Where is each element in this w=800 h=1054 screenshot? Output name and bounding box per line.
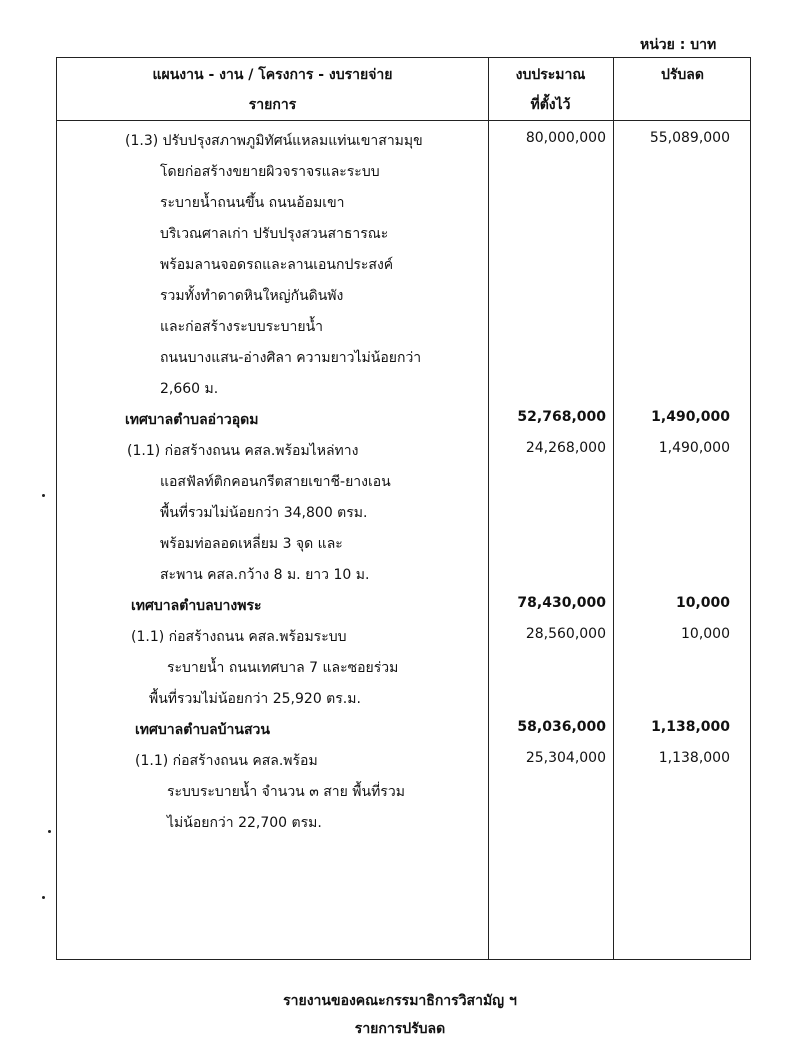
header-cut-title: ปรับลด (661, 67, 704, 83)
row-cut: 10,000 (675, 595, 730, 611)
row-item: ถนนบางแสน-อ่างศิลา ความยาวไม่น้อยกว่า (160, 350, 422, 366)
row-budget: 80,000,000 (525, 130, 606, 146)
row-item: ระบบระบายน้ำ จำนวน ๓ สาย พื้นที่รวม (167, 784, 405, 800)
header-plan-title: แผนงาน - งาน / โครงการ - งบรายจ่าย (152, 67, 393, 83)
row-item: แอสฟัลท์ติกคอนกรีตสายเขาชี-ยางเอน (160, 474, 391, 490)
row-cut: 1,138,000 (651, 719, 730, 735)
row-cut: 1,490,000 (651, 409, 730, 425)
row-cut: 1,490,000 (658, 440, 730, 456)
row-item: โดยก่อสร้างขยายผิวจราจรและระบบ (160, 164, 380, 180)
row-cut: 1,138,000 (658, 750, 730, 766)
row-item: สะพาน คสล.กว้าง 8 ม. ยาว 10 ม. (160, 567, 370, 583)
row-item: (1.1) ก่อสร้างถนน คสล.พร้อม (135, 753, 318, 769)
row-cut: 55,089,000 (649, 130, 730, 146)
column-divider (488, 58, 489, 959)
row-municipality: เทศบาลตำบลอ่าวอุดม (125, 412, 259, 428)
row-item: และก่อสร้างระบบระบายน้ำ (160, 319, 324, 335)
row-item: บริเวณศาลเก่า ปรับปรุงสวนสาธารณะ (160, 226, 389, 242)
row-item: ไม่น้อยกว่า 22,700 ตรม. (167, 815, 322, 831)
header-divider (57, 120, 750, 121)
row-item: ระบายน้ำถนนขึ้น ถนนอ้อมเขา (160, 195, 345, 211)
row-municipality: เทศบาลตำบลบ้านสวน (135, 722, 270, 738)
row-municipality: เทศบาลตำบลบางพระ (131, 598, 262, 614)
margin-mark (48, 830, 51, 833)
row-budget: 78,430,000 (517, 595, 606, 611)
row-item: พื้นที่รวมไม่น้อยกว่า 34,800 ตรม. (160, 505, 368, 521)
row-budget: 52,768,000 (517, 409, 606, 425)
row-item: พร้อมท่อลอดเหลี่ยม 3 จุด และ (160, 536, 343, 552)
row-item: (1.3) ปรับปรุงสภาพภูมิทัศน์แหลมแท่นเขาสามมุข (125, 133, 423, 149)
row-item: พร้อมลานจอดรถและลานเอนกประสงค์ (160, 257, 394, 273)
header-budget-subtitle: ที่ตั้งไว้ (530, 97, 571, 113)
header-item-title: รายการ (248, 97, 297, 113)
row-budget: 58,036,000 (517, 719, 606, 735)
row-budget: 24,268,000 (525, 440, 606, 456)
row-item: (1.1) ก่อสร้างถนน คสล.พร้อมไหล่ทาง (127, 443, 359, 459)
row-item: ระบายน้ำ ถนนเทศบาล 7 และซอยร่วม (167, 660, 399, 676)
column-divider (613, 58, 614, 959)
row-cut: 10,000 (681, 626, 730, 642)
budget-table (56, 57, 751, 960)
margin-mark (42, 494, 45, 497)
row-item: พื้นที่รวมไม่น้อยกว่า 25,920 ตร.ม. (149, 691, 361, 707)
header-budget-title: งบประมาณ (515, 67, 586, 83)
row-budget: 28,560,000 (525, 626, 606, 642)
row-item: รวมทั้งทำดาดหินใหญ่กันดินพัง (160, 288, 344, 304)
row-budget: 25,304,000 (525, 750, 606, 766)
footer-subtitle: รายการปรับลด (354, 1021, 446, 1037)
row-item: 2,660 ม. (160, 381, 219, 397)
row-item: (1.1) ก่อสร้างถนน คสล.พร้อมระบบ (131, 629, 347, 645)
unit-label: หน่วย : บาท (640, 37, 717, 53)
margin-mark (42, 896, 45, 899)
footer-report-title: รายงานของคณะกรรมาธิการวิสามัญ ฯ (283, 993, 517, 1009)
